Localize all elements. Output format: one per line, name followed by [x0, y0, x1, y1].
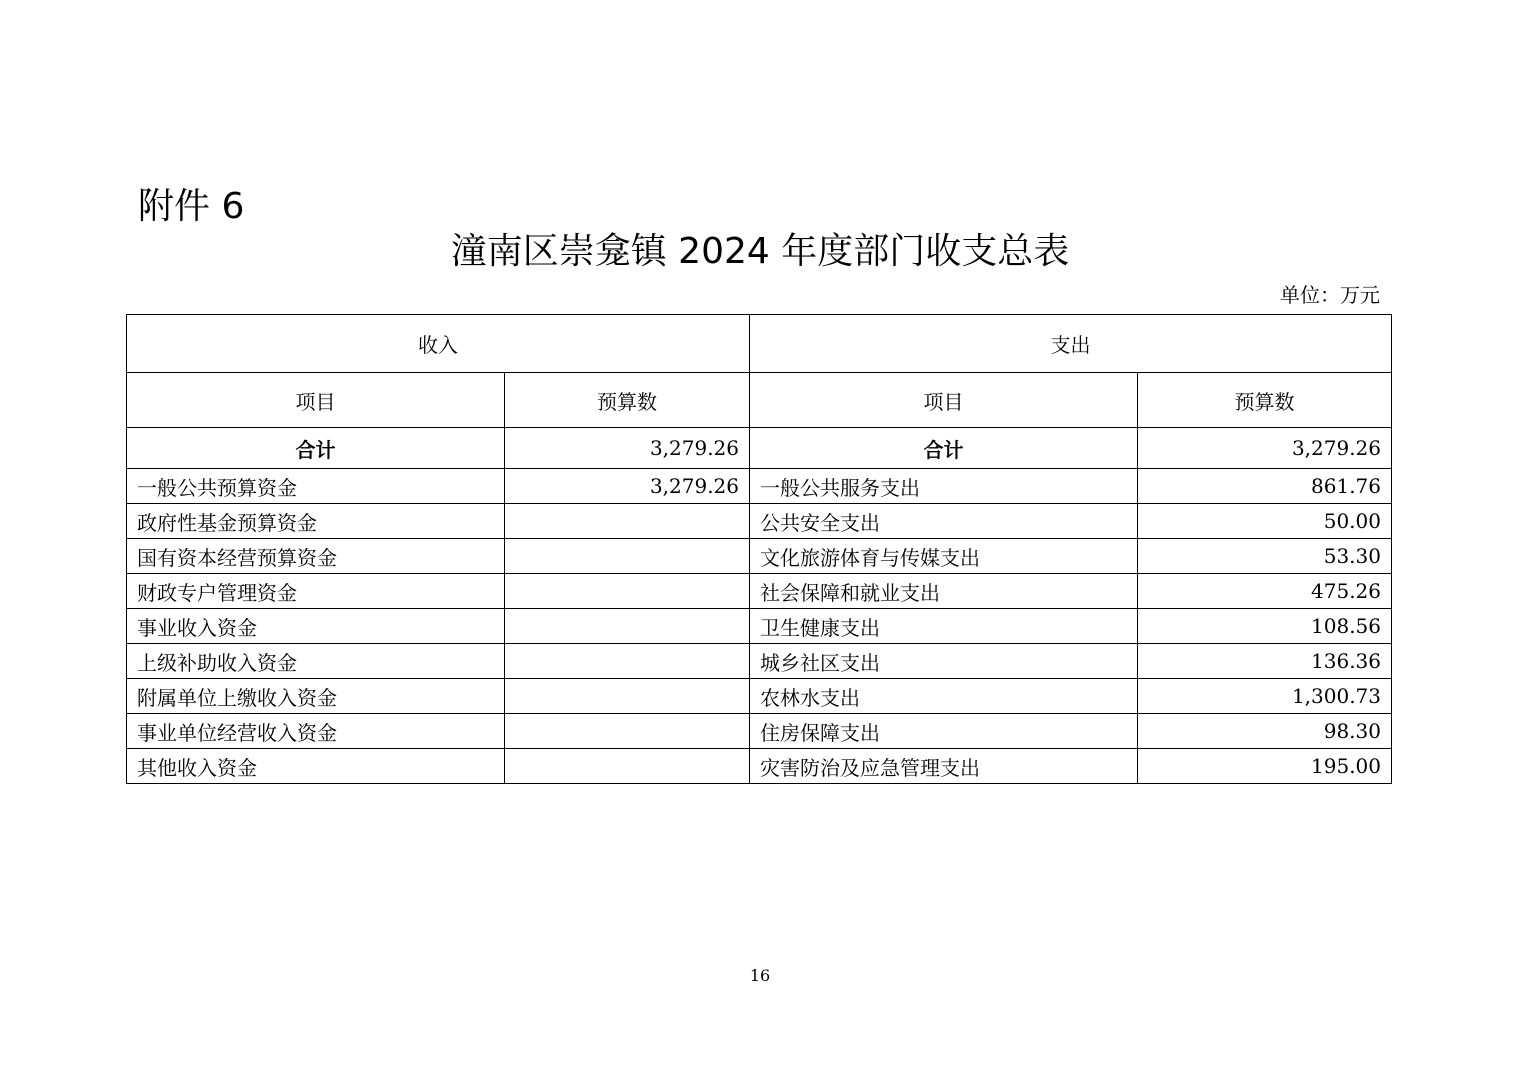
expense-item: 城乡社区支出 [750, 644, 1138, 679]
table-row [127, 679, 1392, 714]
expense-budget-header: 预算数 [1138, 373, 1392, 428]
expense-item: 住房保障支出 [750, 714, 1138, 749]
unit-label: 单位：万元 [1280, 283, 1380, 307]
page-title: 潼南区崇龛镇 2024 年度部门收支总表 [450, 231, 1070, 272]
expense-item: 灾害防治及应急管理支出 [750, 749, 1138, 784]
table-row [127, 644, 1392, 679]
expense-value: 50.00 [1138, 504, 1392, 539]
income-item: 上级补助收入资金 [127, 644, 505, 679]
expense-item: 公共安全支出 [750, 504, 1138, 539]
page-number: 16 [749, 966, 771, 985]
expense-value: 195.00 [1138, 749, 1392, 784]
table-row [127, 504, 1392, 539]
section-header-row [127, 315, 1392, 373]
expense-item: 一般公共服务支出 [750, 469, 1138, 504]
expense-item-header: 项目 [750, 373, 1138, 428]
table-row [127, 714, 1392, 749]
expense-value: 136.36 [1138, 644, 1392, 679]
income-value [505, 714, 750, 749]
income-value [505, 504, 750, 539]
expense-value: 98.30 [1138, 714, 1392, 749]
income-item: 其他收入资金 [127, 749, 505, 784]
income-item-header: 项目 [127, 373, 505, 428]
attachment-label: 附件 6 [138, 186, 245, 227]
income-section-header: 收入 [127, 315, 750, 373]
income-item: 事业收入资金 [127, 609, 505, 644]
income-value [505, 679, 750, 714]
income-value [505, 749, 750, 784]
expense-item: 农林水支出 [750, 679, 1138, 714]
expense-item: 文化旅游体育与传媒支出 [750, 539, 1138, 574]
income-budget-header: 预算数 [505, 373, 750, 428]
income-item: 事业单位经营收入资金 [127, 714, 505, 749]
expense-value: 1,300.73 [1138, 679, 1392, 714]
income-value [505, 539, 750, 574]
table-row [127, 469, 1392, 504]
expense-item: 社会保障和就业支出 [750, 574, 1138, 609]
expense-item: 卫生健康支出 [750, 609, 1138, 644]
table-row [127, 749, 1392, 784]
expense-total-value: 3,279.26 [1138, 428, 1392, 469]
income-item: 一般公共预算资金 [127, 469, 505, 504]
column-header-row [127, 373, 1392, 428]
income-item: 国有资本经营预算资金 [127, 539, 505, 574]
income-item: 政府性基金预算资金 [127, 504, 505, 539]
expense-value: 861.76 [1138, 469, 1392, 504]
income-value [505, 609, 750, 644]
expense-value: 108.56 [1138, 609, 1392, 644]
income-value [505, 644, 750, 679]
expense-value: 53.30 [1138, 539, 1392, 574]
income-total-value: 3,279.26 [505, 428, 750, 469]
income-value [505, 574, 750, 609]
income-value: 3,279.26 [505, 469, 750, 504]
income-item: 财政专户管理资金 [127, 574, 505, 609]
expense-value: 475.26 [1138, 574, 1392, 609]
table-row [127, 609, 1392, 644]
income-total-label: 合计 [127, 428, 505, 469]
total-row [127, 428, 1392, 469]
income-item: 附属单位上缴收入资金 [127, 679, 505, 714]
expense-total-label: 合计 [750, 428, 1138, 469]
table-row [127, 574, 1392, 609]
expense-section-header: 支出 [750, 315, 1392, 373]
table-row [127, 539, 1392, 574]
budget-table [126, 314, 1392, 784]
